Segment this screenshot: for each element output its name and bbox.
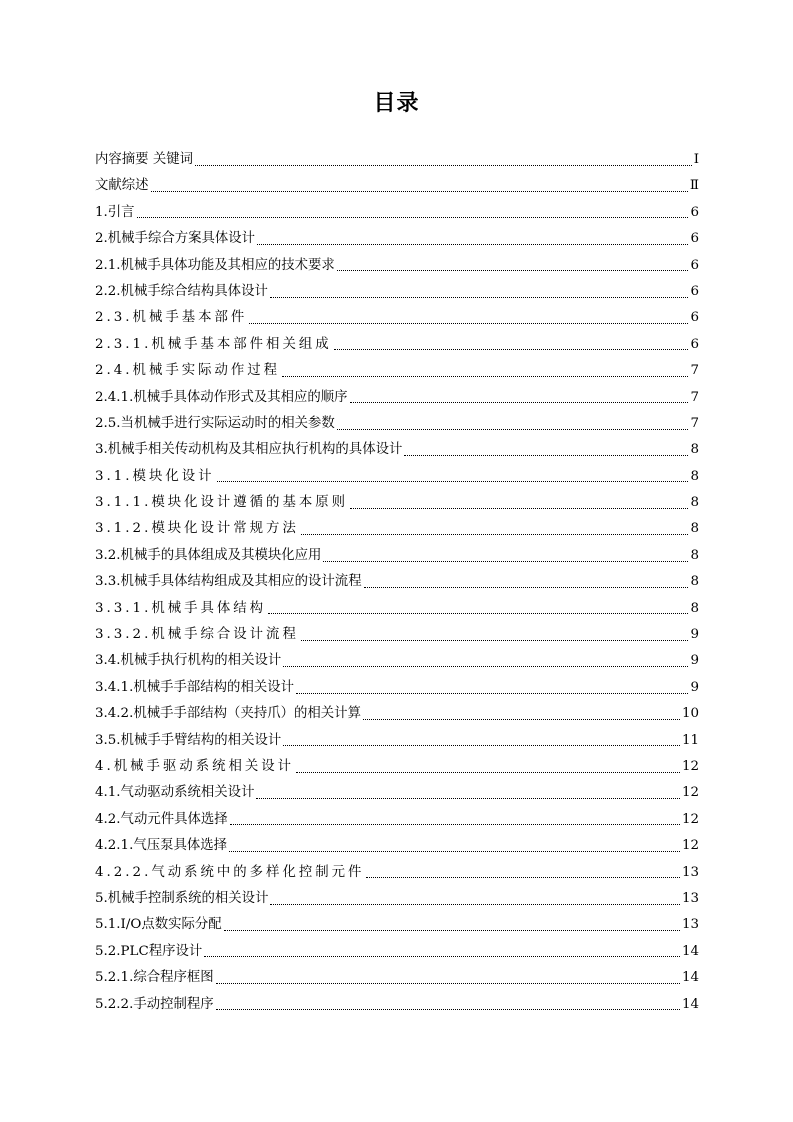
toc-entry-label: 5.2.1.综合程序框图 — [95, 970, 214, 986]
toc-dot-leader — [366, 877, 680, 878]
toc-entry-label: 2.4.机械手实际动作过程 — [95, 363, 281, 379]
toc-dot-leader — [216, 1009, 680, 1010]
toc-dot-leader — [270, 904, 679, 905]
toc-entry — [95, 279, 699, 305]
toc-entry-label: 2.2.机械手综合结构具体设计 — [95, 283, 268, 299]
toc-entry-page: 8 — [690, 574, 699, 590]
toc-entry-label: 3.机械手相关传动机构及其相应执行机构的具体设计 — [95, 442, 403, 458]
toc-dot-leader — [195, 165, 692, 166]
toc-entry-page: 6 — [690, 336, 699, 352]
toc-entry — [95, 543, 699, 569]
toc-entry-label: 2.1.机械手具体功能及其相应的技术要求 — [95, 257, 335, 273]
toc-entry — [95, 622, 699, 648]
toc-dot-leader — [256, 798, 679, 799]
toc-entry-label: 4.2.气动元件具体选择 — [95, 811, 228, 827]
toc-dot-leader — [230, 824, 680, 825]
toc-dot-leader — [217, 481, 689, 482]
toc-entry-page: 6 — [690, 257, 699, 273]
toc-entry-label: 4.2.1.气压泵具体选择 — [95, 838, 228, 854]
toc-entry-page: 8 — [690, 468, 699, 484]
toc-dot-leader — [334, 349, 689, 350]
toc-entry-label: 3.5.机械手手臂结构的相关设计 — [95, 732, 282, 748]
toc-dot-leader — [216, 983, 680, 984]
toc-entry — [95, 754, 699, 780]
toc-dot-leader — [350, 402, 689, 403]
toc-entry-page: 12 — [681, 838, 699, 854]
toc-entry — [95, 992, 699, 1018]
toc-entry — [95, 728, 699, 754]
toc-entry-page: 12 — [681, 785, 699, 801]
toc-entry-page: 14 — [681, 996, 699, 1012]
toc-entry — [95, 807, 699, 833]
toc-entry-label: 3.4.2.机械手手部结构（夹持爪）的相关计算 — [95, 706, 361, 722]
toc-dot-leader — [224, 930, 680, 931]
toc-entry — [95, 833, 699, 859]
toc-dot-leader — [268, 613, 688, 614]
toc-dot-leader — [204, 956, 680, 957]
toc-entry — [95, 226, 699, 252]
toc-entry — [95, 385, 699, 411]
toc-dot-leader — [283, 745, 680, 746]
toc-dot-leader — [249, 323, 688, 324]
toc-dot-leader — [364, 587, 689, 588]
toc-entry-label: 内容摘要 关键词 — [95, 152, 193, 167]
toc-entry — [95, 860, 699, 886]
toc-entry-page: 13 — [681, 890, 699, 906]
toc-entry-page: 9 — [690, 653, 699, 669]
toc-dot-leader — [283, 666, 688, 667]
toc-dot-leader — [301, 534, 689, 535]
toc-entry-page: 6 — [690, 310, 699, 326]
toc-entry-label: 3.1.2.模块化设计常规方法 — [95, 521, 299, 537]
toc-entry — [95, 569, 699, 595]
toc-entry — [95, 253, 699, 279]
toc-entry-label: 3.1.1.模块化设计遵循的基本原则 — [95, 495, 349, 511]
toc-dot-leader — [337, 270, 689, 271]
toc-entry-label: 5.2.2.手动控制程序 — [95, 996, 214, 1012]
toc-entry — [95, 965, 699, 991]
toc-dot-leader — [301, 640, 689, 641]
toc-entry-label: 3.3.1.机械手具体结构 — [95, 600, 267, 616]
toc-entry-page: 7 — [690, 415, 699, 431]
toc-entry-page: 6 — [690, 231, 699, 247]
toc-entry-label: 4.机械手驱动系统相关设计 — [95, 758, 295, 774]
toc-entry-page: I — [693, 152, 699, 167]
toc-entry-label: 3.2.机械手的具体组成及其模块化应用 — [95, 547, 322, 563]
toc-dot-leader — [270, 297, 689, 298]
toc-entry — [95, 358, 699, 384]
toc-entry — [95, 780, 699, 806]
toc-entry — [95, 516, 699, 542]
toc-entry-label: 2.机械手综合方案具体设计 — [95, 231, 256, 247]
toc-dot-leader — [282, 376, 688, 377]
table-of-contents — [95, 147, 699, 1018]
toc-dot-leader — [363, 719, 680, 720]
toc-entry-label: 4.2.2.气动系统中的多样化控制元件 — [95, 864, 365, 880]
toc-dot-leader — [337, 429, 689, 430]
toc-entry-page: 6 — [690, 204, 699, 220]
toc-entry-label: 2.3.1.机械手基本部件相关组成 — [95, 336, 332, 352]
toc-entry-label: 5.1.I/O点数实际分配 — [95, 917, 222, 933]
toc-entry — [95, 411, 699, 437]
toc-entry-label: 3.4.1.机械手手部结构的相关设计 — [95, 679, 295, 695]
toc-entry-page: 13 — [681, 917, 699, 933]
toc-entry-label: 5.2.PLC程序设计 — [95, 943, 203, 959]
toc-entry — [95, 332, 699, 358]
toc-entry-label: 3.3.2.机械手综合设计流程 — [95, 627, 299, 643]
toc-dot-leader — [257, 244, 688, 245]
toc-entry-label: 1.引言 — [95, 204, 135, 220]
toc-entry — [95, 648, 699, 674]
toc-entry-label: 3.1.模块化设计 — [95, 468, 215, 484]
toc-entry — [95, 305, 699, 331]
toc-entry — [95, 173, 699, 199]
toc-dot-leader — [229, 851, 680, 852]
toc-entry-page: 14 — [681, 970, 699, 986]
toc-dot-leader — [151, 191, 688, 192]
toc-entry-page: 12 — [681, 758, 699, 774]
toc-entry — [95, 939, 699, 965]
toc-entry-page: 9 — [690, 679, 699, 695]
toc-dot-leader — [323, 561, 688, 562]
toc-entry-page: 8 — [690, 547, 699, 563]
toc-entry-page: 6 — [690, 283, 699, 299]
toc-entry-page: 14 — [681, 943, 699, 959]
toc-entry-page: 8 — [690, 442, 699, 458]
toc-entry-page: 12 — [681, 811, 699, 827]
toc-entry — [95, 675, 699, 701]
toc-entry-label: 2.5.当机械手进行实际运动时的相关参数 — [95, 415, 335, 431]
toc-entry-page: 11 — [681, 732, 699, 748]
toc-entry — [95, 912, 699, 938]
toc-entry-label: 文献综述 — [95, 178, 149, 194]
toc-entry-label: 4.1.气动驱动系统相关设计 — [95, 785, 255, 801]
toc-entry-label: 3.3.机械手具体结构组成及其相应的设计流程 — [95, 574, 362, 590]
toc-entry-label: 2.4.1.机械手具体动作形式及其相应的顺序 — [95, 389, 348, 405]
toc-entry-label: 5.机械手控制系统的相关设计 — [95, 890, 269, 906]
toc-entry — [95, 701, 699, 727]
toc-entry — [95, 596, 699, 622]
toc-entry — [95, 886, 699, 912]
toc-entry-page: 7 — [690, 363, 699, 379]
toc-dot-leader — [296, 693, 688, 694]
toc-entry-label: 3.4.机械手执行机构的相关设计 — [95, 653, 282, 669]
toc-entry-page: 10 — [681, 706, 699, 722]
toc-entry-page: Ⅱ — [689, 178, 699, 194]
toc-dot-leader — [296, 772, 680, 773]
toc-entry — [95, 147, 699, 173]
toc-entry — [95, 490, 699, 516]
toc-dot-leader — [404, 455, 688, 456]
toc-entry-page: 9 — [690, 627, 699, 643]
toc-entry-page: 7 — [690, 389, 699, 405]
toc-entry — [95, 200, 699, 226]
toc-entry — [95, 464, 699, 490]
toc-entry-page: 8 — [690, 600, 699, 616]
toc-entry-page: 8 — [690, 495, 699, 511]
toc-entry-page: 8 — [690, 521, 699, 537]
toc-entry-page: 13 — [681, 864, 699, 880]
page-title: 目录 — [373, 91, 420, 116]
toc-entry-label: 2.3.机械手基本部件 — [95, 310, 248, 326]
toc-dot-leader — [350, 508, 688, 509]
toc-dot-leader — [137, 217, 689, 218]
toc-entry — [95, 437, 699, 463]
